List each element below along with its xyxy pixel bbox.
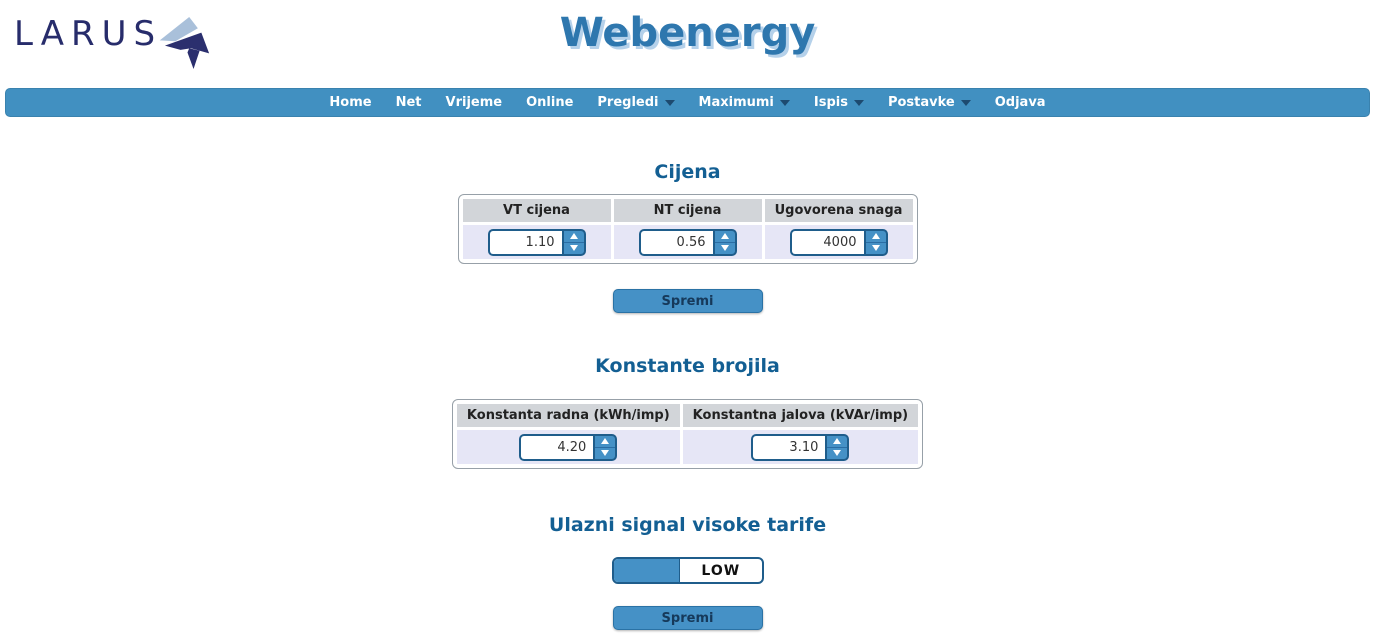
nav-item-odjava[interactable]	[995, 95, 1046, 110]
nav-label: Home	[329, 95, 372, 110]
nav-label: Postavke	[887, 95, 955, 110]
table-row	[457, 430, 918, 464]
nav-label: Odjava	[994, 95, 1046, 110]
nav-item-maximumi[interactable]	[699, 95, 790, 110]
nav-label: Online	[526, 95, 574, 110]
nav-label: Ispis	[813, 95, 848, 110]
navbar	[5, 88, 1370, 117]
signal-heading: Ulazni signal visoke tarife	[548, 514, 827, 536]
arrow-up-icon[interactable]	[715, 231, 735, 243]
arrow-down-icon[interactable]	[827, 448, 847, 459]
konstante-col-radna: Konstanta radna (kWh/imp)	[457, 404, 680, 427]
ugovorena-snaga-input[interactable]	[790, 229, 864, 256]
toggle-handle[interactable]	[614, 559, 681, 582]
arrow-up-icon[interactable]	[595, 436, 615, 448]
nav-item-postavke[interactable]	[888, 95, 971, 110]
spremi-cijena-button[interactable]: Spremi	[613, 289, 763, 313]
konstanta-radna-input[interactable]	[519, 434, 593, 461]
arrow-up-icon[interactable]	[866, 231, 886, 243]
stepper-buttons[interactable]	[825, 434, 849, 461]
nav-label: Vrijeme	[445, 95, 503, 110]
nav-item-vrijeme[interactable]	[446, 95, 503, 110]
nt-cijena-input[interactable]	[639, 229, 713, 256]
nav-item-net[interactable]	[396, 95, 422, 110]
cijena-table	[458, 194, 918, 264]
table-row	[463, 225, 913, 259]
stepper-buttons[interactable]	[593, 434, 617, 461]
cijena-col-nt: NT cijena	[614, 199, 762, 222]
vt-cijena-input[interactable]	[488, 229, 562, 256]
arrow-up-icon[interactable]	[564, 231, 584, 243]
konstante-col-jalova: Konstantna jalova (kVAr/imp)	[683, 404, 918, 427]
konstante-table	[452, 399, 923, 469]
konstante-heading: Konstante brojila	[595, 355, 780, 377]
nav-item-online[interactable]	[526, 95, 573, 110]
toggle-state-label: LOW	[701, 562, 741, 579]
chevron-down-icon	[780, 100, 790, 106]
spremi-signal-button[interactable]: Spremi	[613, 606, 763, 630]
konstanta-jalova-stepper	[751, 434, 849, 461]
cijena-col-snaga: Ugovorena snaga	[765, 199, 913, 222]
nav-item-ispis[interactable]	[814, 95, 864, 110]
page-title: Webenergy	[559, 10, 816, 56]
stepper-buttons[interactable]	[864, 229, 888, 256]
nav-item-home[interactable]	[329, 95, 371, 110]
arrow-down-icon[interactable]	[715, 243, 735, 254]
arrow-down-icon[interactable]	[595, 448, 615, 459]
ugovorena-snaga-stepper	[790, 229, 888, 256]
arrow-down-icon[interactable]	[564, 243, 584, 254]
nav-label: Maximumi	[698, 95, 774, 110]
nav-label: Pregledi	[597, 95, 659, 110]
stepper-buttons[interactable]	[713, 229, 737, 256]
high-tariff-signal-toggle[interactable]	[612, 557, 764, 584]
nt-cijena-stepper	[639, 229, 737, 256]
vt-cijena-stepper	[488, 229, 586, 256]
chevron-down-icon	[854, 100, 864, 106]
stepper-buttons[interactable]	[562, 229, 586, 256]
logo-text: LARUS	[14, 14, 163, 54]
larus-logo	[14, 6, 210, 72]
bird-icon	[158, 14, 210, 72]
cijena-heading: Cijena	[654, 161, 721, 183]
chevron-down-icon	[665, 100, 675, 106]
arrow-down-icon[interactable]	[866, 243, 886, 254]
konstanta-jalova-input[interactable]	[751, 434, 825, 461]
chevron-down-icon	[961, 100, 971, 106]
konstanta-radna-stepper	[519, 434, 617, 461]
nav-label: Net	[395, 95, 422, 110]
arrow-up-icon[interactable]	[827, 436, 847, 448]
nav-item-pregledi[interactable]	[597, 95, 674, 110]
cijena-col-vt: VT cijena	[463, 199, 611, 222]
header	[0, 0, 1375, 88]
